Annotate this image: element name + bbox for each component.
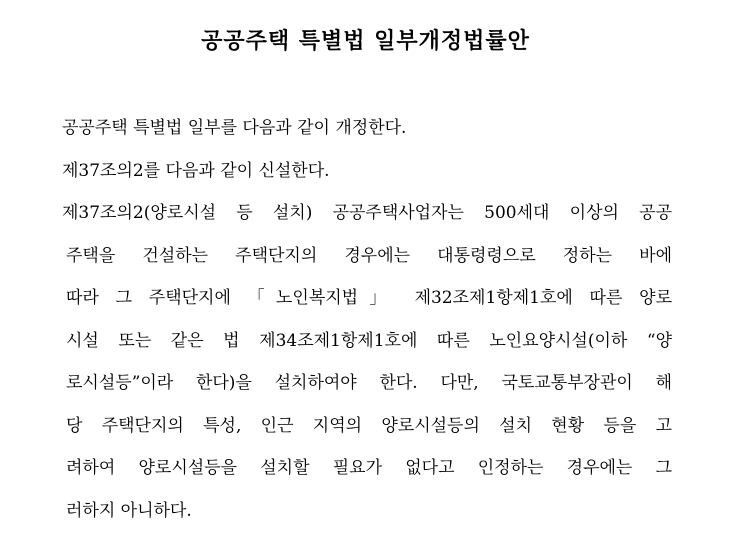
document-title: 공공주택 특별법 일부개정법률안 [201, 29, 530, 54]
text-line: 당 주택단지의 특성, 인근 지역의 양로시설등의 설치 현황 등을 고 [66, 415, 672, 436]
text-line: 공공주택 특별법 일부를 다음과 같이 개정한다. [62, 118, 407, 138]
text-line: 러하지 아니하다. [66, 500, 192, 521]
text-line: 시설 또는 같은 법 제34조제1항제1호에 따른 노인요양시설(이하 “양 [66, 330, 672, 351]
text-line: 려하여 양로시설등을 설치할 필요가 없다고 인정하는 경우에는 그 [66, 458, 672, 478]
text-line: 제37조의2를 다음과 같이 신설한다. [62, 160, 330, 181]
text-line: 제37조의2(양로시설 등 설치) 공공주택사업자는 500세대 이상의 공공 [62, 203, 672, 223]
text-line: 따라 그 주택단지에 「노인복지법」 제32조제1항제1호에 따른 양로 [66, 288, 672, 308]
text-line: 주택을 건설하는 주택단지의 경우에는 대통령령으로 정하는 바에 [66, 245, 672, 266]
text-line: 로시설등”이라 한다)을 설치하여야 한다. 다만, 국토교통부장관이 해 [66, 373, 672, 393]
document-body [62, 116, 672, 541]
